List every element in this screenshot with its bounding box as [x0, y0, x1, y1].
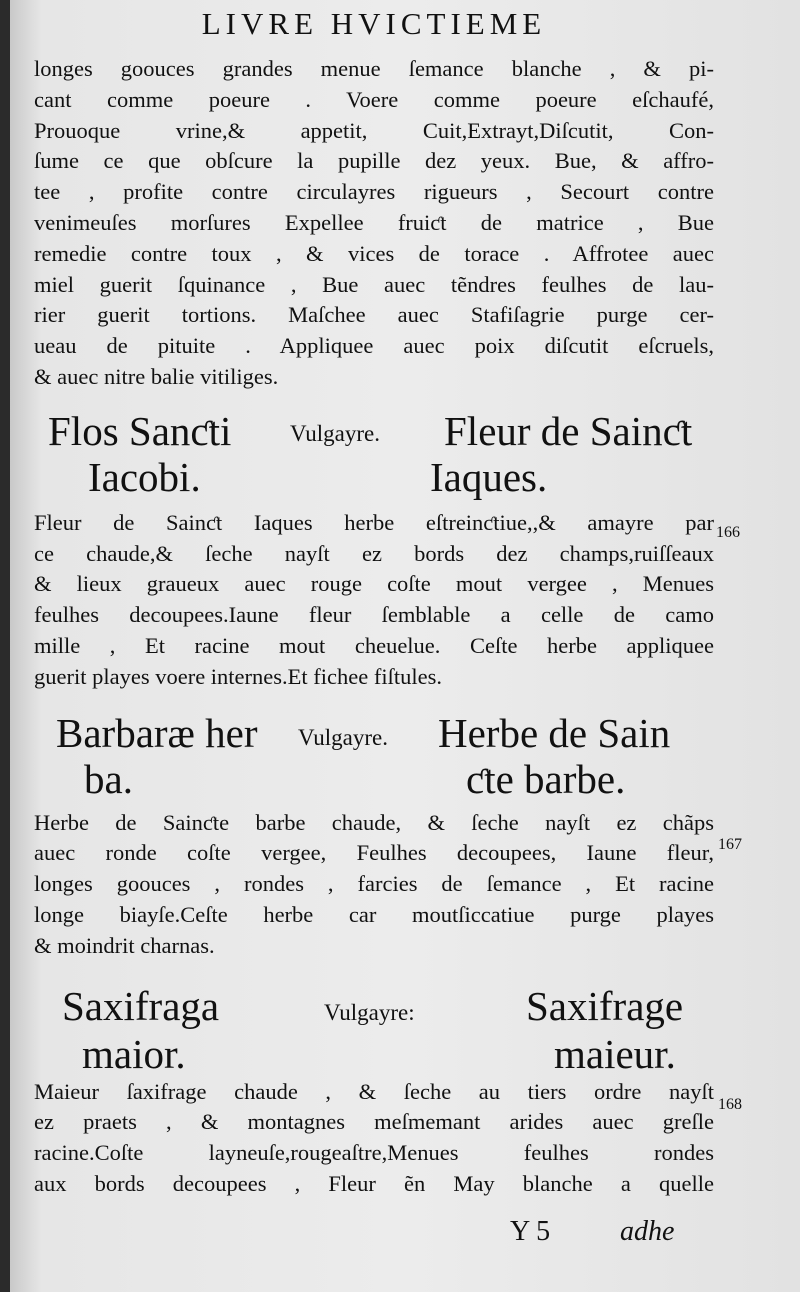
vulgar-label: Vulgayre.: [290, 420, 380, 446]
text-line: Maieur ſaxifrage chaude , & ſeche au tiers ordre nayſt: [34, 1078, 714, 1104]
french-name-line-2: ƈte barbe.: [466, 755, 626, 802]
text-line: longes goouces , rondes , farcies de ſemance , Et racine: [34, 871, 714, 897]
paragraph-3: [34, 808, 714, 962]
french-name-line-2: Iaques.: [430, 453, 548, 500]
text-line: ſume ce que obſcure la pupille dez yeux. Bue, & affro-: [34, 148, 714, 174]
text-line: Prouoque vrine,& appetit, Cuit,Extrayt,Diſcutit, Con-: [34, 117, 714, 143]
margin-number-168: 168: [718, 1096, 742, 1113]
text-line: & lieux graueux auec rouge coſte mout vergee , Menues: [34, 571, 714, 597]
text-line: rier guerit tortions. Maſchee auec Stafiſagrie purge cer-: [34, 302, 714, 328]
paragraph-2: [34, 508, 714, 693]
french-name-line-2: maieur.: [554, 1030, 676, 1077]
text-line: Herbe de Sainƈte barbe chaude, & ſeche nayſt ez chãps: [34, 809, 714, 835]
french-name-line-1: Herbe de Sain: [438, 709, 671, 756]
latin-name-line-1: Saxifraga: [62, 982, 220, 1029]
vulgar-label: Vulgayre:: [324, 999, 415, 1025]
text-line: feulhes decoupees.Iaune fleur ſemblable a celle de camo: [34, 602, 714, 628]
paragraph-4: [34, 1077, 714, 1200]
text-line: miel guerit ſquinance , Bue auec tẽndres feulhes de lau-: [34, 271, 714, 297]
latin-name-line-2: maior.: [82, 1030, 186, 1077]
text-line: guerit playes voere internes.Et fichee fiſtules.: [34, 663, 442, 689]
text-line: cant comme poeure . Voere comme poeure eſchaufé,: [34, 86, 714, 112]
text-line: aux bords decoupees , Fleur ẽn May blanche a quelle: [34, 1170, 714, 1196]
signature-mark: Y 5: [510, 1216, 551, 1247]
text-line: ez praets , & montagnes meſmemant arides auec greſle: [34, 1109, 714, 1135]
vulgar-label: Vulgayre.: [298, 724, 388, 750]
text-line: ce chaude,& ſeche nayſt ez bords dez champs,ruiſſeaux: [34, 540, 714, 566]
entry-heading-1: [34, 393, 714, 508]
latin-name-line-1: Barbaræ her: [56, 709, 258, 756]
text-line: ueau de pituite . Appliquee auec poix diſcutit eſcruels,: [34, 333, 714, 359]
text-line: racine.Coſte layneuſe,rougeaſtre,Menues feulhes rondes: [34, 1140, 714, 1166]
entry-heading-2: [34, 693, 714, 808]
text-line: venimeuſes morſures Expellee fruiƈt de matrice , Bue: [34, 209, 714, 235]
text-line: Fleur de Sainƈt Iaques herbe eſtreinƈtiue,,& amayre par: [34, 509, 714, 535]
book-page: [10, 0, 800, 1292]
paragraph-1: [34, 54, 714, 393]
margin-number-167: 167: [718, 836, 742, 853]
text-line: mille , Et racine mout cheuelue. Ceſte herbe appliquee: [34, 632, 714, 658]
latin-name-line-1: Flos Sanƈti: [48, 407, 232, 454]
running-head: LIVRE HVICTIEME: [201, 6, 547, 41]
text-line: longes goouces grandes menue ſemance blanche , & pi-: [34, 56, 714, 81]
latin-name-line-2: Iacobi.: [88, 453, 201, 500]
latin-name-line-2: ba.: [84, 755, 133, 802]
page-text-area: [34, 0, 714, 1200]
text-line: & auec nitre balie vitiliges.: [34, 363, 279, 389]
text-line: auec ronde coſte vergee, Feulhes decoupees, Iaune fleur,: [34, 840, 714, 866]
text-line: & moindrit charnas.: [34, 932, 215, 958]
french-name-line-1: Saxifrage: [526, 982, 684, 1029]
entry-heading-3: [34, 962, 714, 1077]
text-line: tee , profite contre circulayres rigueurs , Secourt contre: [34, 179, 714, 205]
text-line: longe biayſe.Ceſte herbe car moutſiccatiue purge playes: [34, 901, 714, 927]
text-line: remedie contre toux , & vices de torace . Affrotee auec: [34, 240, 714, 266]
catchword: adhe: [620, 1216, 675, 1247]
french-name-line-1: Fleur de Sainƈt: [444, 407, 693, 454]
margin-number-166: 166: [716, 524, 740, 541]
